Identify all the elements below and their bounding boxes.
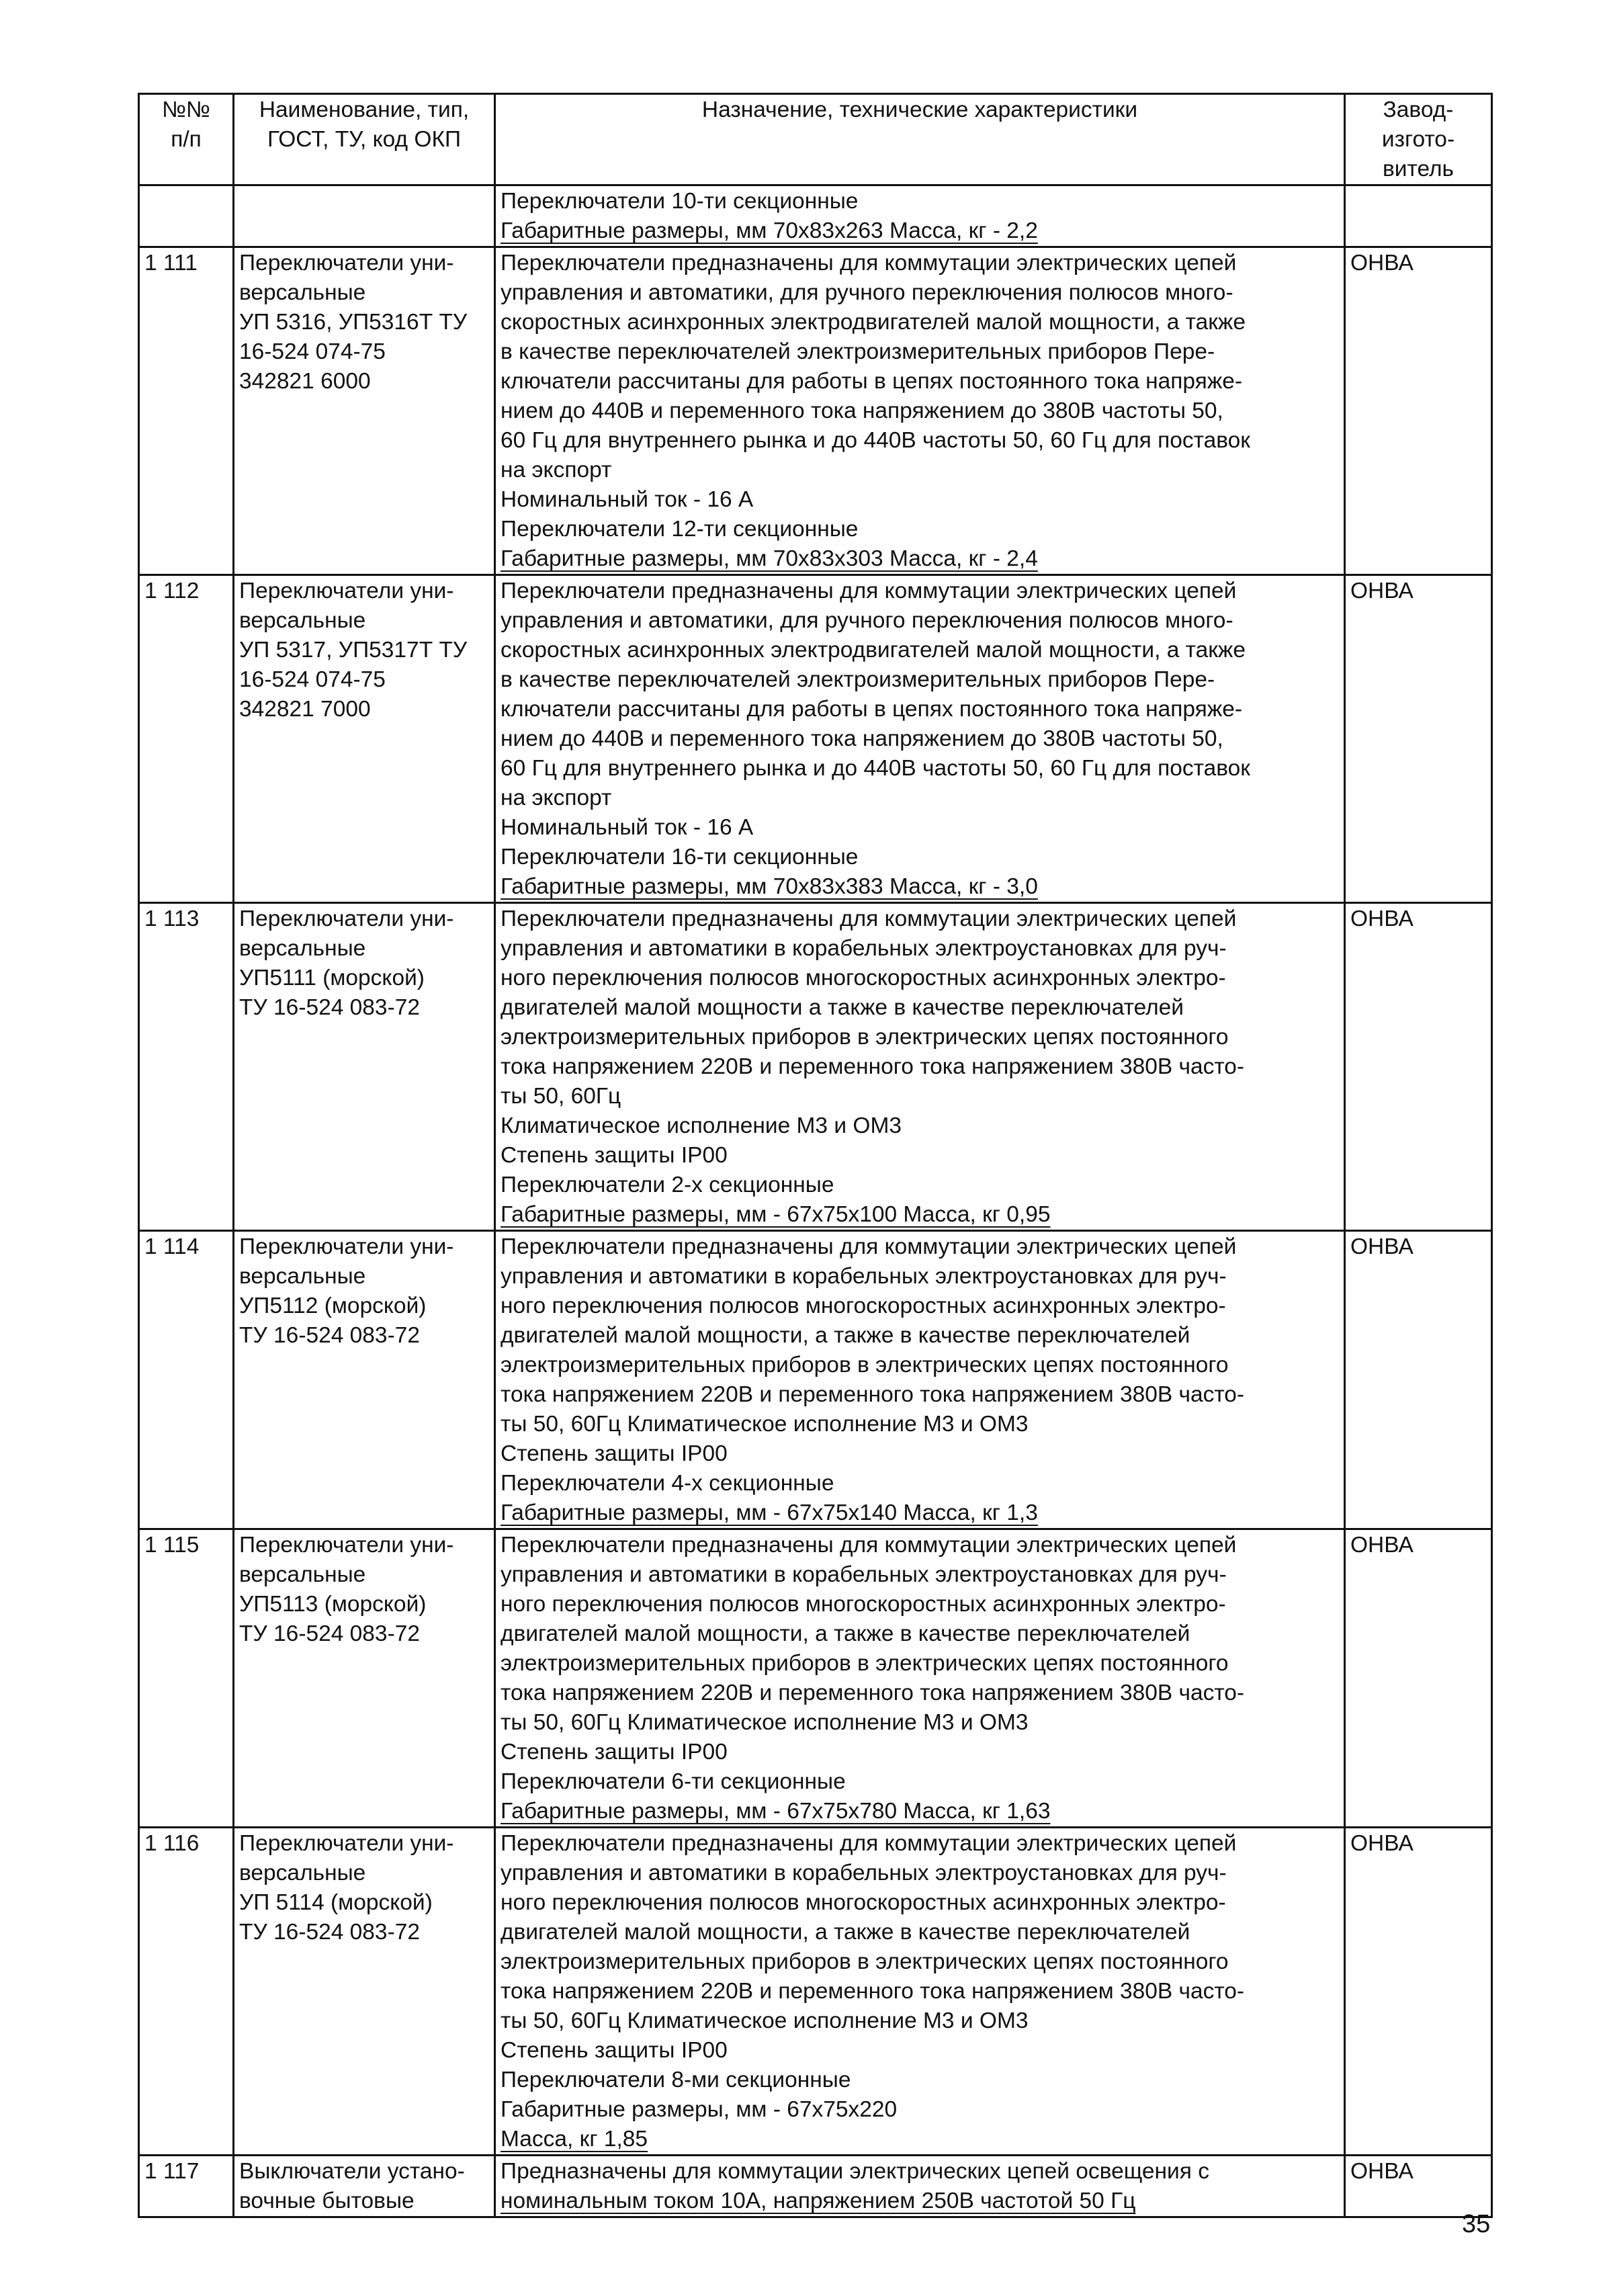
desc-line: на экспорт (501, 785, 612, 810)
header-name (234, 94, 495, 185)
name-line: Переключатели уни- (239, 1533, 454, 1558)
manufacturer-text: ОНВА (1350, 2159, 1414, 2184)
manufacturer-text: ОНВА (1350, 1831, 1414, 1856)
row-number (139, 1828, 234, 2156)
row-number-text: 1 115 (144, 1533, 200, 1558)
desc-line: Габаритные размеры, мм 70х83х303 Масса, кг - 2,4 (501, 546, 1038, 571)
name-line: ТУ 16-524 083-72 (239, 1323, 420, 1348)
desc-line: Переключатели 10-ти секционные (501, 189, 859, 214)
desc-line: двигателей малой мощности, а также в качестве переключателей (501, 1920, 1190, 1945)
desc-line: тока напряжением 220В и переменного тока напряжением 380В часто- (501, 1382, 1245, 1407)
desc-line: Габаритные размеры, мм 70х83х263 Масса, кг - 2,2 (501, 218, 1038, 243)
name-line: версальные (239, 1562, 366, 1587)
header-desc-line: Назначение, технические характеристики (701, 97, 1138, 122)
manufacturer-text: ОНВА (1350, 251, 1414, 275)
manufacturer-text: ОНВА (1350, 1234, 1414, 1259)
desc-line: тока напряжением 220В и переменного тока напряжением 380В часто- (501, 1054, 1245, 1079)
continuation-row (139, 185, 1492, 247)
row-number (139, 247, 234, 575)
manufacturer-text: ОНВА (1350, 906, 1414, 931)
row-manufacturer (1345, 903, 1492, 1231)
header-name-line: ГОСТ, ТУ, код ОКП (267, 127, 462, 152)
row-manufacturer (1345, 1529, 1492, 1828)
desc-line: управления и автоматики в корабельных электроустановках для руч- (501, 1264, 1227, 1289)
desc-line: Переключатели предназначены для коммутации электрических цепей (501, 906, 1237, 931)
desc-line: 60 Гц для внутреннего рынка и до 440В частоты 50, 60 Гц для поставок (501, 428, 1250, 453)
desc-line: ты 50, 60Гц Климатическое исполнение М3 и ОМ3 (501, 1710, 1029, 1735)
name-line: ТУ 16-524 083-72 (239, 995, 420, 1020)
desc-line: Переключатели 12-ти секционные (501, 517, 859, 542)
desc-line: двигателей малой мощности, а также в качестве переключателей (501, 1621, 1190, 1646)
page-number: 35 (1462, 2210, 1491, 2238)
desc-line: Переключатели 2-х секционные (501, 1173, 834, 1197)
row-description (495, 903, 1345, 1231)
row-manufacturer (1345, 2156, 1492, 2217)
row-name (234, 575, 495, 903)
header-mfr-line: Завод- (1383, 97, 1454, 122)
name-line: 342821 7000 (239, 697, 371, 722)
desc-line: электроизмерительных приборов в электрических цепях постоянного (501, 1651, 1229, 1676)
desc-line: управления и автоматики, для ручного переключения полюсов много- (501, 280, 1233, 305)
header-num (139, 94, 234, 185)
row-name (234, 1828, 495, 2156)
desc-line: в качестве переключателей электроизмерительных приборов Пере- (501, 667, 1215, 692)
desc-line: Масса, кг 1,85 (501, 2127, 648, 2152)
name-line: УП 5114 (морской) (239, 1890, 433, 1915)
name-line: 16-524 074-75 (239, 667, 386, 692)
name-line: Переключатели уни- (239, 906, 454, 931)
desc-line: двигателей малой мощности а также в качестве переключателей (501, 995, 1184, 1020)
header-row (139, 94, 1492, 185)
desc-line: Габаритные размеры, мм - 67х75х220 (501, 2097, 898, 2122)
desc-line: электроизмерительных приборов в электрических цепях постоянного (501, 1353, 1229, 1377)
header-mfr-line: витель (1383, 157, 1454, 181)
name-line: УП5113 (морской) (239, 1592, 427, 1617)
row-manufacturer (1345, 1231, 1492, 1529)
desc-line: ключатели рассчитаны для работы в цепях постоянного тока напряже- (501, 369, 1243, 394)
desc-line: ты 50, 60Гц (501, 1084, 621, 1109)
desc-line: управления и автоматики в корабельных электроустановках для руч- (501, 936, 1227, 961)
desc-line: Переключатели 8-ми секционные (501, 2068, 851, 2092)
name-line: 342821 6000 (239, 369, 371, 394)
desc-line: управления и автоматики в корабельных электроустановках для руч- (501, 1562, 1227, 1587)
desc-line: Габаритные размеры, мм - 67х75х140 Масса, кг 1,3 (501, 1500, 1038, 1525)
desc-line: управления и автоматики, для ручного переключения полюсов много- (501, 608, 1233, 633)
name-line: ТУ 16-524 083-72 (239, 1621, 420, 1646)
table-row (139, 1529, 1492, 1828)
desc-line: Габаритные размеры, мм - 67х75х100 Масса, кг 0,95 (501, 1202, 1051, 1227)
desc-line: Переключатели предназначены для коммутации электрических цепей (501, 1533, 1237, 1558)
desc-line: Степень защиты IP00 (501, 1740, 728, 1764)
row-number-text: 1 116 (144, 1831, 200, 1856)
row-number (139, 575, 234, 903)
manufacturer-text: ОНВА (1350, 579, 1414, 603)
desc-line: номинальным током 10А, напряжением 250В частотой 50 Гц (501, 2188, 1136, 2213)
name-line: Переключатели уни- (239, 579, 454, 603)
row-description (495, 575, 1345, 903)
table-row (139, 247, 1492, 575)
row-number-text: 1 112 (144, 579, 200, 603)
desc-line: 60 Гц для внутреннего рынка и до 440В частоты 50, 60 Гц для поставок (501, 756, 1250, 781)
desc-line: Номинальный ток - 16 А (501, 815, 754, 840)
name-line: Выключатели устано- (239, 2159, 465, 2184)
desc-line: Степень защиты IP00 (501, 1143, 728, 1168)
header-name-line: Наименование, тип, (259, 97, 470, 122)
row-number (139, 903, 234, 1231)
row-name (234, 1231, 495, 1529)
desc-line: скоростных асинхронных электродвигателей малой мощности, а также (501, 310, 1246, 335)
desc-line: Переключатели предназначены для коммутации электрических цепей (501, 251, 1237, 275)
row-name (234, 903, 495, 1231)
desc-line: ключатели рассчитаны для работы в цепях постоянного тока напряже- (501, 697, 1243, 722)
name-line: версальные (239, 608, 366, 633)
desc-line: ты 50, 60Гц Климатическое исполнение М3 и ОМ3 (501, 2008, 1029, 2033)
row-description (495, 2156, 1345, 2217)
row-description (495, 247, 1345, 575)
specification-table (138, 93, 1493, 2218)
row-manufacturer (1345, 247, 1492, 575)
desc-line: ного переключения полюсов многоскоростных асинхронных электро- (501, 1592, 1226, 1617)
name-line: 16-524 074-75 (239, 339, 386, 364)
continuation-mfr (1345, 185, 1492, 247)
name-line: УП5112 (морской) (239, 1293, 427, 1318)
desc-line: Переключатели предназначены для коммутации электрических цепей (501, 1234, 1237, 1259)
table-row (139, 1828, 1492, 2156)
desc-line: Степень защиты IP00 (501, 2038, 728, 2063)
row-name (234, 2156, 495, 2217)
desc-line: нием до 440В и переменного тока напряжением до 380В частоты 50, (501, 726, 1223, 751)
continuation-desc (495, 185, 1345, 247)
desc-line: электроизмерительных приборов в электрических цепях постоянного (501, 1025, 1229, 1050)
name-line: УП5111 (морской) (239, 966, 425, 990)
desc-line: ного переключения полюсов многоскоростных асинхронных электро- (501, 1890, 1226, 1915)
name-line: Переключатели уни- (239, 1831, 454, 1856)
desc-line: Номинальный ток - 16 А (501, 487, 754, 512)
desc-line: Переключатели 6-ти секционные (501, 1769, 846, 1794)
manufacturer-text: ОНВА (1350, 1533, 1414, 1558)
desc-line: скоростных асинхронных электродвигателей малой мощности, а также (501, 638, 1246, 663)
desc-line: управления и автоматики в корабельных электроустановках для руч- (501, 1861, 1227, 1885)
continuation-num (139, 185, 234, 247)
table-header (139, 94, 1492, 185)
desc-line: Габаритные размеры, мм 70х83х383 Масса, кг - 3,0 (501, 874, 1038, 899)
row-number-text: 1 113 (144, 906, 200, 931)
name-line: Переключатели уни- (239, 251, 454, 275)
name-line: версальные (239, 1264, 366, 1289)
desc-line: Габаритные размеры, мм - 67х75х780 Масса, кг 1,63 (501, 1799, 1051, 1824)
row-name (234, 247, 495, 575)
row-manufacturer (1345, 575, 1492, 903)
row-description (495, 1529, 1345, 1828)
header-mfr-line: изгото- (1381, 127, 1455, 152)
row-number-text: 1 111 (144, 251, 198, 275)
desc-line: ты 50, 60Гц Климатическое исполнение М3 и ОМ3 (501, 1412, 1029, 1437)
desc-line: Предназначены для коммутации электрических цепей освещения с (501, 2159, 1209, 2184)
header-desc (495, 94, 1345, 185)
name-line: версальные (239, 280, 366, 305)
row-description (495, 1828, 1345, 2156)
desc-line: Переключатели предназначены для коммутации электрических цепей (501, 579, 1237, 603)
desc-line: тока напряжением 220В и переменного тока напряжением 380В часто- (501, 1681, 1245, 1705)
desc-line: двигателей малой мощности, а также в качестве переключателей (501, 1323, 1190, 1348)
desc-line: на экспорт (501, 458, 612, 482)
row-number-text: 1 117 (144, 2159, 200, 2184)
row-number (139, 2156, 234, 2217)
desc-line: нием до 440В и переменного тока напряжением до 380В частоты 50, (501, 398, 1223, 423)
table-body (139, 185, 1492, 2217)
name-line: Переключатели уни- (239, 1234, 454, 1259)
header-mfr (1345, 94, 1492, 185)
row-description (495, 1231, 1345, 1529)
row-name (234, 1529, 495, 1828)
header-num-line: №№ (162, 97, 210, 122)
table-row (139, 903, 1492, 1231)
table-row (139, 2156, 1492, 2217)
header-num-line: п/п (171, 127, 202, 152)
desc-line: в качестве переключателей электроизмерительных приборов Пере- (501, 339, 1215, 364)
name-line: версальные (239, 1861, 366, 1885)
row-number-text: 1 114 (144, 1234, 200, 1259)
desc-line: Переключатели 16-ти секционные (501, 845, 859, 869)
desc-line: ного переключения полюсов многоскоростных асинхронных электро- (501, 966, 1226, 990)
name-line: вочные бытовые (239, 2188, 415, 2213)
name-line: УП 5316, УП5316Т ТУ (239, 310, 468, 335)
desc-line: электроизмерительных приборов в электрических цепях постоянного (501, 1949, 1229, 1974)
name-line: УП 5317, УП5317Т ТУ (239, 638, 468, 663)
desc-line: Переключатели 4-х секционные (501, 1471, 834, 1496)
desc-line: Степень защиты IP00 (501, 1441, 728, 1466)
name-line: версальные (239, 936, 366, 961)
row-number (139, 1529, 234, 1828)
desc-line: Переключатели предназначены для коммутации электрических цепей (501, 1831, 1237, 1856)
table-row (139, 1231, 1492, 1529)
table-row (139, 575, 1492, 903)
continuation-name (234, 185, 495, 247)
desc-line: тока напряжением 220В и переменного тока напряжением 380В часто- (501, 1979, 1245, 2004)
name-line: ТУ 16-524 083-72 (239, 1920, 420, 1945)
desc-line: ного переключения полюсов многоскоростных асинхронных электро- (501, 1293, 1226, 1318)
row-manufacturer (1345, 1828, 1492, 2156)
desc-line: Климатическое исполнение М3 и ОМ3 (501, 1113, 902, 1138)
row-number (139, 1231, 234, 1529)
